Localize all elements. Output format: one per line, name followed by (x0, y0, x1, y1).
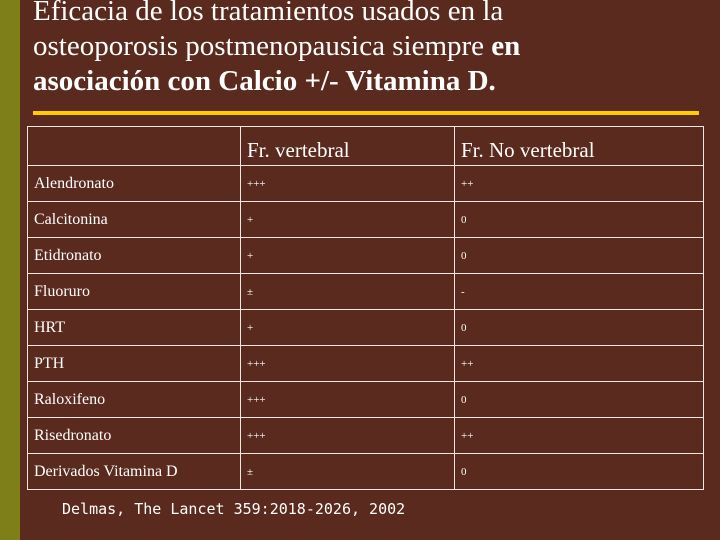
row-label: Fluoruro (28, 274, 241, 310)
cell-vertebral: ± (241, 454, 455, 490)
cell-no-vertebral: 0 (455, 382, 704, 418)
title-line-2 (33, 29, 703, 64)
cell-no-vertebral: 0 (455, 454, 704, 490)
table-row (28, 454, 704, 490)
cell-vertebral: +++ (241, 346, 455, 382)
row-label: HRT (28, 310, 241, 346)
row-label: Etidronato (28, 238, 241, 274)
header-cell-vertebral: Fr. vertebral (241, 127, 455, 166)
table-row (28, 166, 704, 202)
cell-no-vertebral: 0 (455, 310, 704, 346)
cell-no-vertebral: 0 (455, 238, 704, 274)
cell-vertebral: + (241, 202, 455, 238)
slide-title (33, 0, 703, 99)
table-row (28, 202, 704, 238)
table-row (28, 310, 704, 346)
row-label: Derivados Vitamina D (28, 454, 241, 490)
cell-no-vertebral: ++ (455, 346, 704, 382)
cell-vertebral: +++ (241, 166, 455, 202)
row-label: Alendronato (28, 166, 241, 202)
title-line-2-bold: en (491, 30, 521, 62)
cell-no-vertebral: ++ (455, 166, 704, 202)
row-label: Raloxifeno (28, 382, 241, 418)
header-cell-empty (28, 127, 241, 166)
table-row (28, 274, 704, 310)
row-label: Calcitonina (28, 202, 241, 238)
header-cell-no-vertebral: Fr. No vertebral (455, 127, 704, 166)
table-row (28, 346, 704, 382)
table-header-row (28, 127, 704, 166)
efficacy-table (27, 126, 704, 490)
row-label: Risedronato (28, 418, 241, 454)
title-line-3: asociación con Calcio +/- Vitamina D. (33, 65, 496, 97)
left-accent-bar (0, 0, 20, 540)
citation: Delmas, The Lancet 359:2018-2026, 2002 (62, 500, 406, 518)
cell-no-vertebral: - (455, 274, 704, 310)
cell-vertebral: +++ (241, 418, 455, 454)
table-row (28, 418, 704, 454)
cell-vertebral: + (241, 238, 455, 274)
title-line-2-text: osteoporosis postmenopausica siempre (33, 30, 492, 62)
cell-vertebral: +++ (241, 382, 455, 418)
table-row (28, 382, 704, 418)
cell-vertebral: ± (241, 274, 455, 310)
title-line-1: Eficacia de los tratamientos usados en la (33, 0, 504, 27)
cell-vertebral: + (241, 310, 455, 346)
cell-no-vertebral: 0 (455, 202, 704, 238)
row-label: PTH (28, 346, 241, 382)
title-underline (33, 111, 699, 115)
table-row (28, 238, 704, 274)
cell-no-vertebral: ++ (455, 418, 704, 454)
